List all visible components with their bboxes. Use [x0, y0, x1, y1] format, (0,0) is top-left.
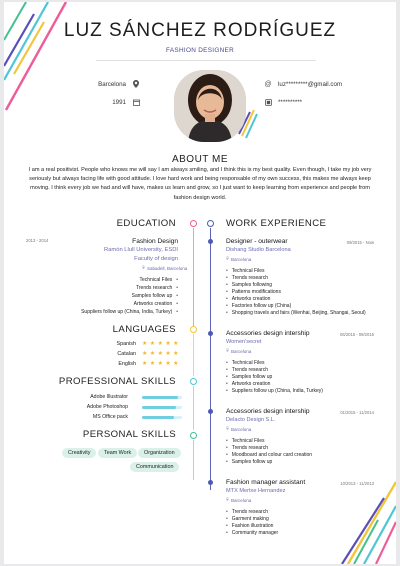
- star-icon: ★: [142, 351, 148, 357]
- job-location-text: Barcelona: [231, 497, 252, 503]
- skill-bar-fill: [142, 406, 176, 409]
- phone-text[interactable]: **********: [278, 98, 303, 106]
- language-rating: [142, 351, 179, 357]
- contact-email[interactable]: [264, 80, 342, 88]
- skill-bar-fill: [142, 396, 178, 399]
- job-bullet: • Trends research: [226, 275, 268, 281]
- star-icon: ★: [173, 351, 179, 357]
- job-bullet: • Samples follow up: [226, 459, 272, 465]
- skill-chip: Communication: [130, 462, 179, 472]
- personal-skills-marker: [190, 432, 197, 439]
- job-date: 06/2015 - 09/2015: [340, 332, 374, 337]
- education-bullet: Artworks creation •: [134, 301, 178, 307]
- location-pin-icon: ⌾: [226, 348, 230, 354]
- job-title: Accessories design intership: [226, 408, 310, 415]
- job-bullet: • Technical Files: [226, 438, 265, 444]
- timeline-dot: [208, 480, 213, 485]
- education-bullet: Samples follow up •: [132, 293, 178, 299]
- job-company: Delacto Design S.L.: [226, 417, 276, 423]
- skill-name: Adobe Photoshop: [86, 404, 128, 410]
- languages-line: [193, 334, 194, 376]
- education-bullet: Trends research •: [136, 285, 178, 291]
- education-faculty: Faculty of design: [134, 256, 178, 262]
- job-bullet: • Technical Files: [226, 360, 265, 366]
- skill-bar-fill: [142, 416, 174, 419]
- city-text: Barcelona: [98, 80, 126, 88]
- job-bullet: • Trends research: [226, 445, 268, 451]
- education-bullet: Technical Files •: [139, 277, 178, 283]
- language-name: Spanish: [116, 341, 136, 347]
- job-title: Fashion manager assistant: [226, 479, 306, 486]
- star-icon: ★: [173, 341, 179, 347]
- location-pin-icon: ⌾: [226, 497, 230, 503]
- star-icon: ★: [157, 351, 163, 357]
- timeline-dot: [208, 331, 213, 336]
- personal-skills-title: PERSONAL SKILLS: [82, 429, 176, 440]
- email-text[interactable]: luz*********@gmail.com: [278, 80, 343, 88]
- about-title: ABOUT ME: [171, 154, 229, 165]
- star-icon: ★: [165, 351, 171, 357]
- timeline-dot: [208, 409, 213, 414]
- skill-bar: [142, 406, 182, 409]
- job-location: [226, 348, 251, 354]
- star-icon: ★: [142, 361, 148, 367]
- job-location: [226, 426, 251, 432]
- star-icon: ★: [149, 361, 156, 367]
- location-pin-icon: ⌾: [226, 426, 230, 432]
- skill-bar: [142, 396, 182, 399]
- education-line: [193, 228, 194, 326]
- job-bullet: • Garment making: [226, 516, 269, 522]
- job-title: Designer - outerwear: [226, 238, 288, 245]
- job-location: [226, 497, 251, 503]
- at-sign-icon: @: [264, 80, 272, 88]
- personal-skills-line: [193, 440, 194, 480]
- education-marker: [190, 220, 197, 227]
- language-rating: [142, 341, 179, 347]
- professional-skills-title: PROFESSIONAL SKILLS: [58, 376, 176, 387]
- work-experience-title: WORK EXPERIENCE: [226, 218, 327, 229]
- job-company: Dishang Studio Barcelona: [226, 247, 291, 253]
- star-icon: ★: [165, 341, 171, 347]
- star-icon: ★: [165, 361, 171, 367]
- languages-title: LANGUAGES: [112, 324, 176, 335]
- star-icon: ★: [173, 361, 179, 367]
- star-icon: ★: [157, 361, 163, 367]
- job-bullet: • Trends research: [226, 509, 268, 515]
- education-bullet: Suppliers follow up (China, India, Turkey) •: [81, 309, 178, 315]
- year-text: 1991: [112, 98, 126, 106]
- location-pin-icon: ⌾: [142, 265, 146, 271]
- candidate-name: LUZ SÁNCHEZ RODRÍGUEZ: [63, 20, 337, 41]
- job-title: Accessories design intership: [226, 330, 310, 337]
- job-bullet: • Artworks creation: [226, 296, 270, 302]
- star-icon: ★: [149, 351, 156, 357]
- education-school: Ramón Llull University, ESDI: [104, 247, 178, 253]
- star-icon: ★: [149, 341, 156, 347]
- about-text: I am a real positivist. People who knows me will say I am always smiling, and I think this is my best quality. Even though, I take my job very seriously but always facing life with good attitude. I love hard work and being responsable of my own success, this makes me always keep moving. I think every job we had and will have, makes us learn and grow, so I just want to keep learning from experience and people from fashion design world.: [28, 167, 372, 201]
- contact-birth-year: [112, 98, 140, 106]
- job-location-text: Barcelona: [231, 426, 252, 432]
- location-pin-icon: [132, 80, 140, 88]
- language-name: Catalan: [117, 351, 136, 357]
- skills-line: [193, 386, 194, 430]
- resume-page: [4, 2, 396, 564]
- job-location-text: Barcelona: [231, 256, 252, 262]
- job-company: Women'secret: [226, 339, 262, 345]
- decorative-stripes-bottom-right: [326, 480, 396, 564]
- job-bullet: • Community manager: [226, 530, 278, 536]
- star-icon: ★: [142, 341, 148, 347]
- languages-marker: [190, 326, 197, 333]
- job-bullet: • Artworks creation: [226, 381, 270, 387]
- work-timeline: [210, 228, 211, 490]
- skill-chip: Creativity: [62, 448, 96, 458]
- job-bullet: • Shopping travels and fairs (Wenhai, Beijing, Shangai, Seoul): [226, 310, 366, 316]
- skill-chip: Organization: [138, 448, 181, 458]
- job-title: FASHION DESIGNER: [165, 47, 234, 54]
- job-date: 09/2015 - Now: [346, 240, 374, 245]
- job-bullet: • Patterns modifications: [226, 289, 281, 295]
- contact-phone[interactable]: [264, 98, 302, 106]
- language-rating: [142, 361, 179, 367]
- job-bullet: • Technical Files: [226, 268, 265, 274]
- education-degree: Fashion Design: [132, 238, 178, 245]
- contact-city: [98, 80, 140, 88]
- skill-chip: Team Work: [98, 448, 137, 458]
- job-bullet: • Samples following: [226, 282, 272, 288]
- profile-photo: [174, 70, 246, 142]
- education-location-text: Sabadell, Barcelona: [147, 265, 188, 271]
- work-marker: [207, 220, 214, 227]
- education-location: [142, 265, 187, 271]
- education-title: EDUCATION: [116, 218, 176, 229]
- calendar-icon: [132, 98, 140, 106]
- header-divider: [96, 60, 316, 61]
- job-company: MTX Mertxe Hernandez: [226, 488, 286, 494]
- job-date: 10/2013 - 11/2013: [340, 481, 374, 486]
- job-bullet: • Moodboard and colour card creation: [226, 452, 312, 458]
- job-bullet: • Suppliers follow up (China, India, Turkey): [226, 388, 323, 394]
- star-icon: ★: [157, 341, 163, 347]
- job-bullet: • Fashion illustration: [226, 523, 273, 529]
- language-name: English: [118, 361, 136, 367]
- job-location-text: Barcelona: [231, 348, 252, 354]
- skill-name: Adobe Illustrator: [90, 394, 128, 400]
- timeline-dot: [208, 239, 213, 244]
- location-pin-icon: ⌾: [226, 256, 230, 262]
- job-location: [226, 256, 251, 262]
- education-date: 2013 - 2014: [26, 238, 49, 243]
- skill-bar: [142, 416, 182, 419]
- job-bullet: • Factories follow up (China): [226, 303, 291, 309]
- job-bullet: • Trends research: [226, 367, 268, 373]
- job-date: 01/2015 - 11/2014: [340, 410, 374, 415]
- phone-icon: [264, 98, 272, 106]
- skill-name: MS Office pack: [92, 414, 128, 420]
- job-bullet: • Samples follow up: [226, 374, 272, 380]
- skills-marker: [190, 378, 197, 385]
